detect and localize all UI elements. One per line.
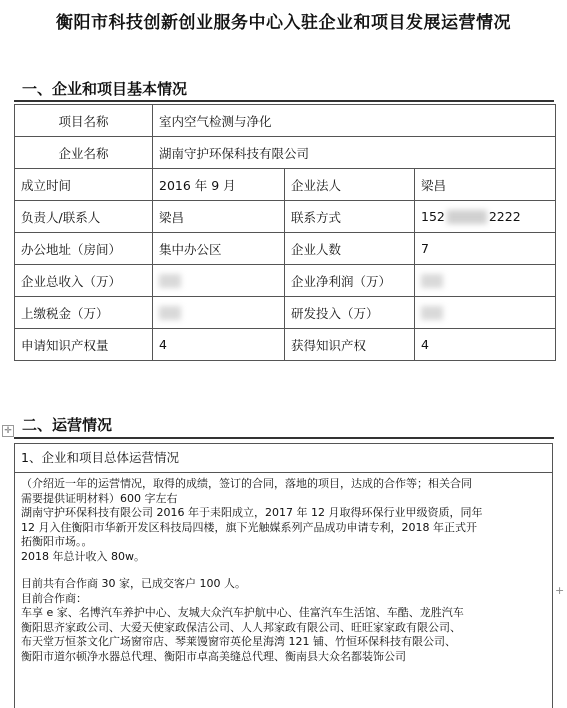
text-line: 目前合作商：	[21, 591, 87, 605]
section-divider	[14, 100, 554, 102]
table-row	[15, 137, 556, 169]
company-name-value[interactable]: 湖南守护环保科技有限公司	[153, 137, 556, 169]
legal-rep-label: 企业法人	[285, 169, 415, 201]
project-name-label: 项目名称	[15, 105, 153, 137]
redaction-blur	[159, 306, 181, 320]
text-line: （介绍近一年的运营情况，取得的成绩，签订的合同，落地的项目，达成的合作等；相关合同	[21, 477, 472, 490]
text-line: 需要提供证明材料）600 字左右	[21, 491, 178, 505]
rnd-label: 研发投入（万）	[285, 297, 415, 329]
section-heading-operations: 二、运营情况	[22, 416, 113, 434]
basic-info-table	[14, 104, 556, 361]
company-name-label: 企业名称	[15, 137, 153, 169]
founded-value[interactable]: 2016 年 9 月	[153, 169, 285, 201]
text-line: 12 月入住衡阳市华新开发区科技局四楼，旗下光触媒系列产品成功申请专利，2018 年正式开	[21, 520, 477, 534]
employees-value[interactable]: 7	[415, 233, 556, 265]
table-row	[15, 265, 556, 297]
phone-prefix: 152	[421, 208, 445, 224]
address-label: 办公地址（房间）	[15, 233, 153, 265]
text-line: 车享 e 家、名博汽车养护中心、友城大众汽车护航中心、佳富汽车生活馆、车酷、龙胜汽车	[21, 606, 464, 619]
profit-value[interactable]	[415, 265, 556, 297]
revenue-value[interactable]	[153, 265, 285, 297]
address-value[interactable]: 集中办公区	[153, 233, 285, 265]
ip-applied-value[interactable]: 4	[153, 329, 285, 361]
legal-rep-value[interactable]: 梁昌	[415, 169, 556, 201]
table-row	[15, 105, 556, 137]
text-line: 拓衡阳市场。。	[21, 535, 93, 548]
operations-table	[14, 443, 553, 708]
ip-applied-label: 申请知识产权量	[15, 329, 153, 361]
text-line: 布天堂万恒茶文化广场窗帘店、琴莱馒窗帘英伦星海湾 121 铺、竹恒环保科技有限公司、	[21, 635, 456, 648]
redaction-blur	[447, 210, 487, 224]
text-line: 湖南守护环保科技有限公司 2016 年于耒阳成立，2017 年 12 月取得环保行业甲级资质，同年	[21, 506, 483, 519]
table-move-handle-icon[interactable]: ✛	[2, 425, 14, 437]
rnd-value[interactable]	[415, 297, 556, 329]
revenue-label: 企业总收入（万）	[15, 265, 153, 297]
section-heading-basic-info: 一、企业和项目基本情况	[22, 80, 188, 98]
ip-granted-value[interactable]: 4	[415, 329, 556, 361]
contact-value[interactable]: 梁昌	[153, 201, 285, 233]
employees-label: 企业人数	[285, 233, 415, 265]
table-row	[15, 169, 556, 201]
text-line: 2018 年总计收入 80w。	[21, 549, 145, 563]
tax-label: 上缴税金（万）	[15, 297, 153, 329]
add-row-plus-icon[interactable]: +	[555, 584, 565, 597]
text-line: 衡阳思齐家政公司、大爱天使家政保洁公司、人人邦家政有限公司、旺旺家家政有限公司、	[21, 620, 461, 634]
text-line: 目前共有合作商 30 家，已成交客户 100 人。	[21, 577, 246, 590]
operations-subheading: 1、企业和项目总体运营情况	[15, 444, 552, 473]
profit-label: 企业净利润（万）	[285, 265, 415, 297]
phone-label: 联系方式	[285, 201, 415, 233]
redaction-blur	[159, 274, 181, 288]
document-title: 衡阳市科技创新创业服务中心入驻企业和项目发展运营情况	[56, 13, 511, 33]
table-row	[15, 297, 556, 329]
section-divider	[14, 437, 554, 439]
table-row	[15, 329, 556, 361]
table-row	[15, 233, 556, 265]
phone-suffix: 2222	[488, 208, 521, 224]
founded-label: 成立时间	[15, 169, 153, 201]
table-row	[15, 201, 556, 233]
paragraph-gap	[21, 564, 546, 577]
contact-label: 负责人/联系人	[15, 201, 153, 233]
ip-granted-label: 获得知识产权	[285, 329, 415, 361]
text-line: 衡阳市道尔顿净水器总代理、衡阳市卓高美缝总代理、衡南县大众名都装饰公司	[21, 649, 406, 663]
phone-value[interactable]	[415, 201, 556, 233]
tax-value[interactable]	[153, 297, 285, 329]
project-name-value[interactable]: 室内空气检测与净化	[153, 105, 556, 137]
redaction-blur	[421, 274, 443, 288]
operations-text-cell[interactable]	[15, 473, 552, 664]
redaction-blur	[421, 306, 443, 320]
